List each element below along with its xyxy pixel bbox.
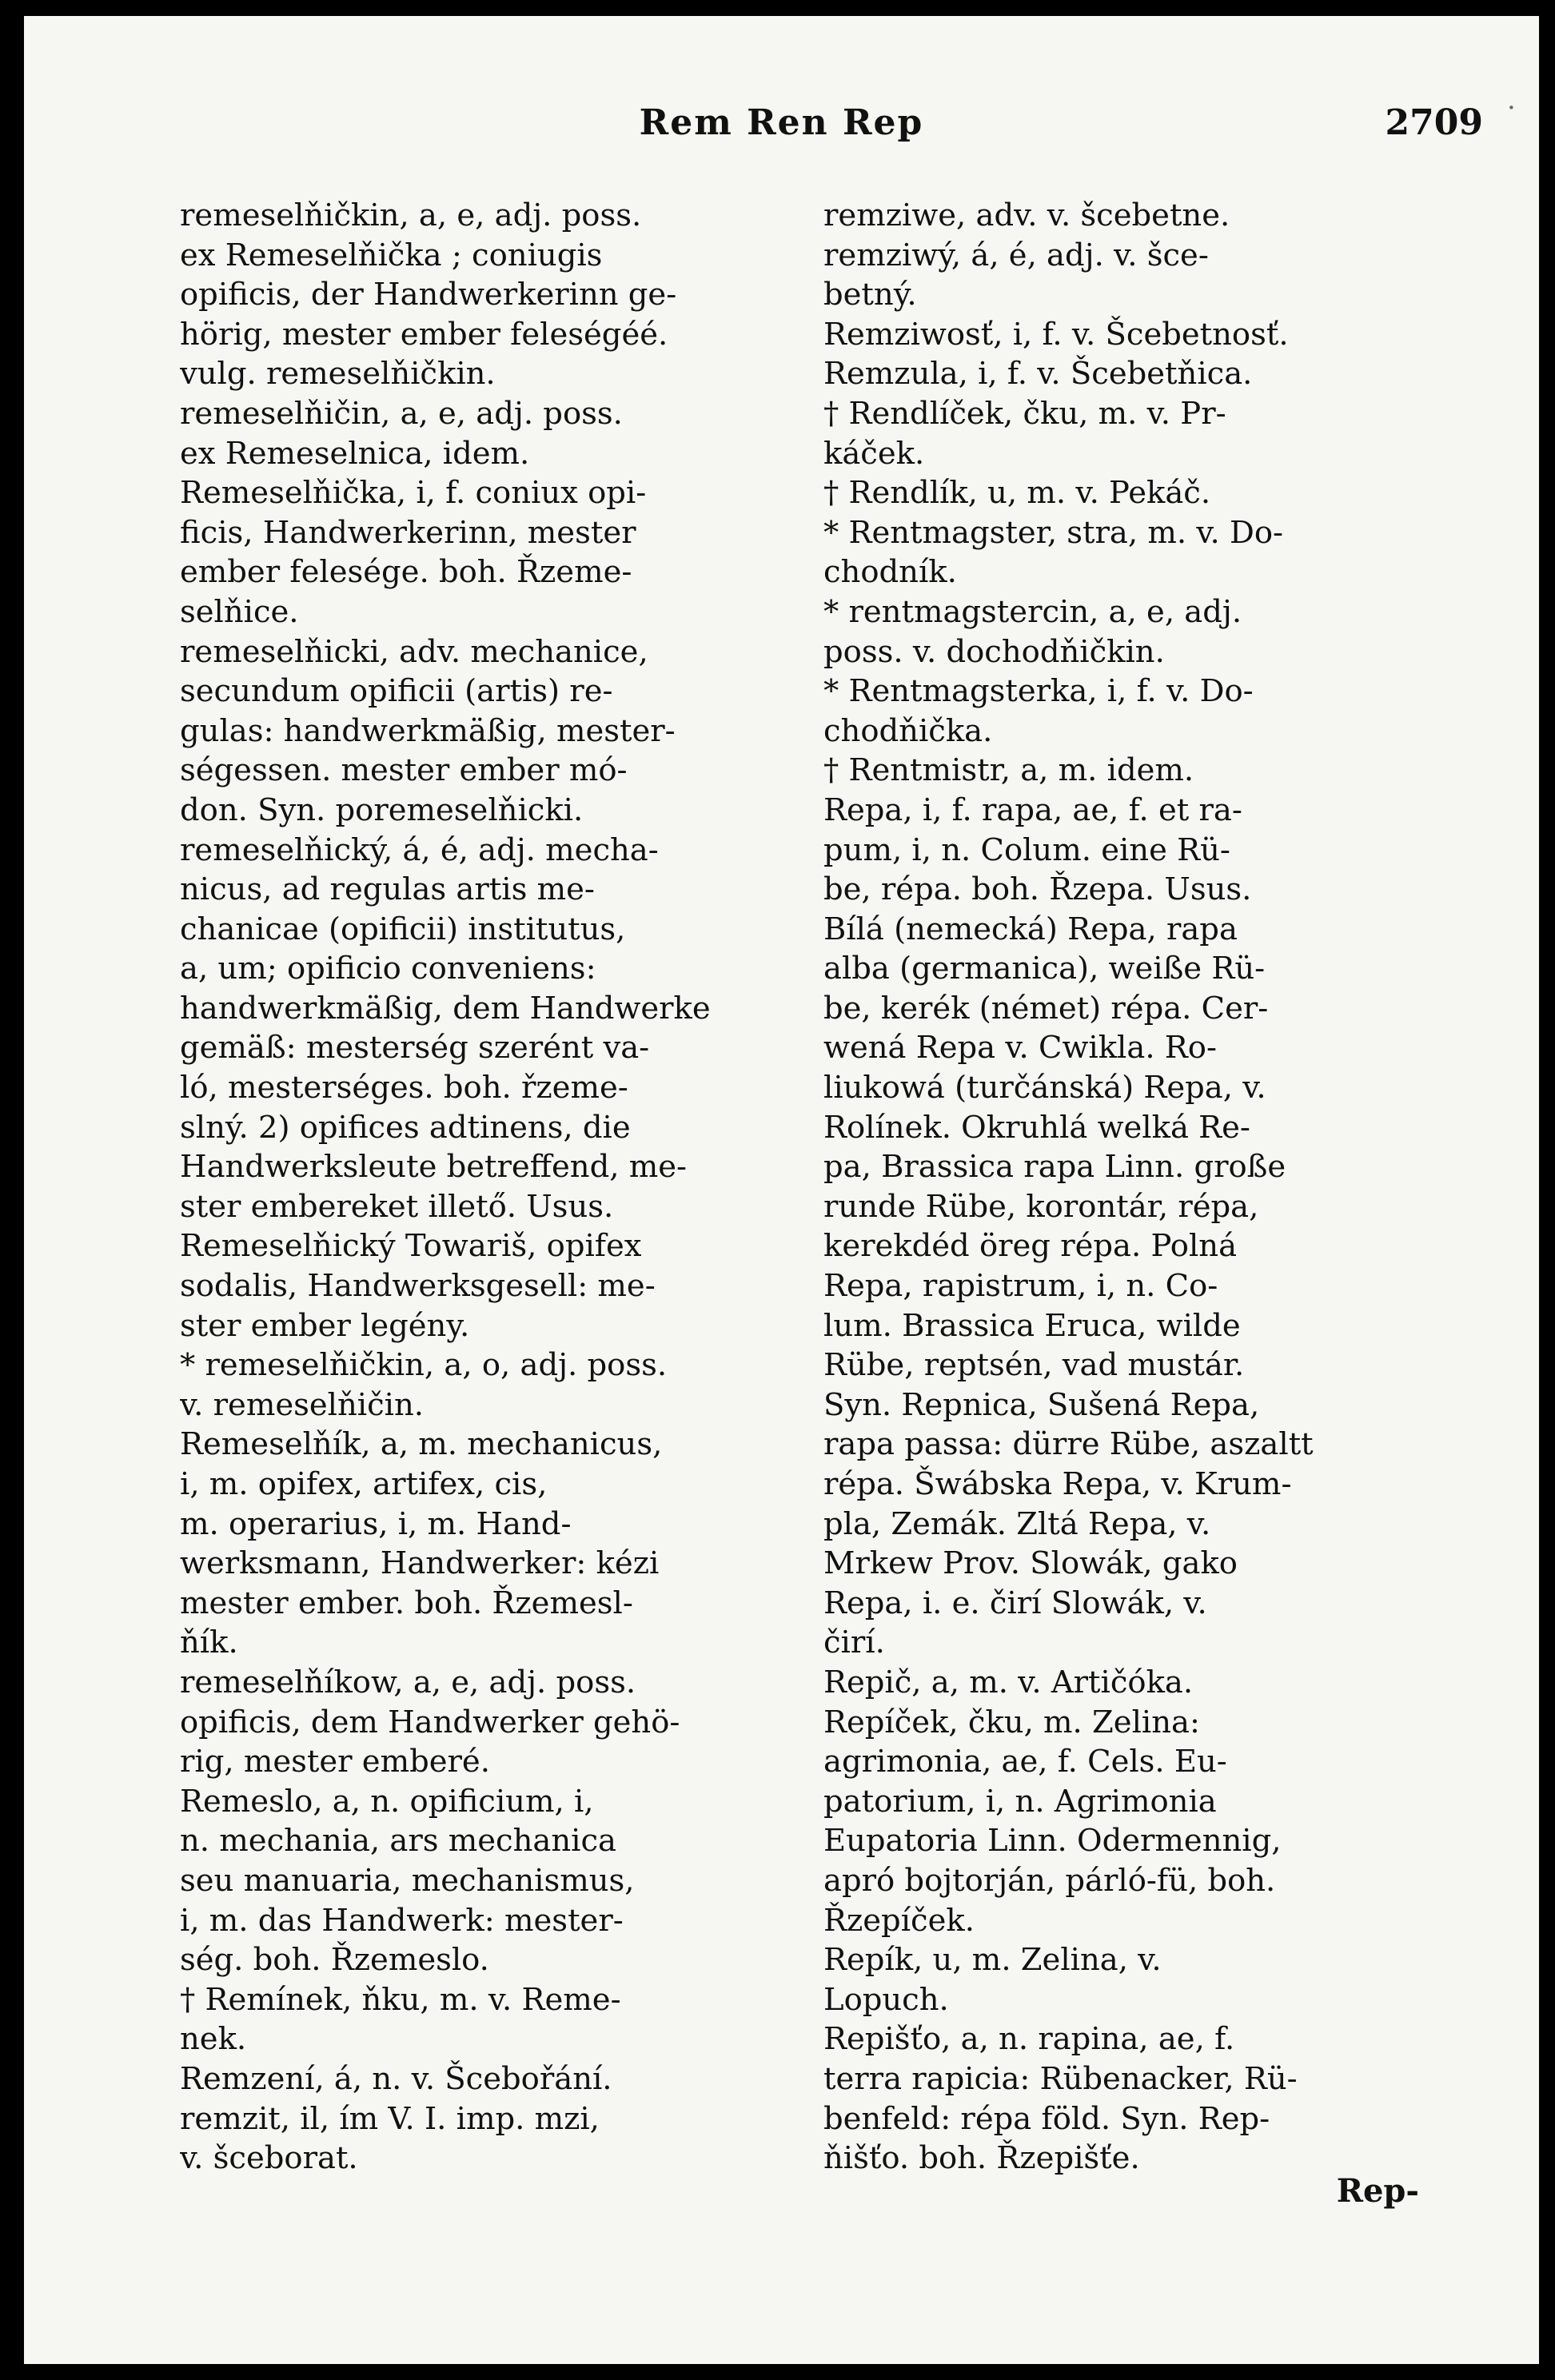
- dictionary-line: handwerkmäßig, dem Handwerke: [180, 990, 711, 1027]
- dictionary-line: Remzula, i, f. v. Šcebetňica.: [823, 356, 1253, 393]
- dictionary-line: alba (germanica), weiße Rü-: [823, 951, 1266, 987]
- dictionary-line: v. šceborat.: [180, 2140, 358, 2177]
- dictionary-line: mester ember. boh. Řzemesl-: [180, 1585, 633, 1621]
- dictionary-line: be, kerék (német) répa. Cer-: [823, 990, 1269, 1027]
- dictionary-line: répa. Šwábska Repa, v. Krum-: [823, 1466, 1292, 1502]
- dictionary-line: pla, Zemák. Zltá Repa, v.: [823, 1505, 1211, 1542]
- dictionary-line: gulas: handwerkmäßig, mester-: [180, 712, 676, 749]
- dictionary-line: remziwe, adv. v. šcebetne.: [823, 197, 1230, 233]
- dictionary-line: chodňička.: [823, 712, 993, 749]
- dictionary-line: † Remínek, ňku, m. v. Reme-: [180, 1981, 621, 2018]
- dictionary-line: opificis, der Handwerkerinn ge-: [180, 277, 677, 313]
- dictionary-line: a, um; opificio conveniens:: [180, 951, 596, 987]
- dictionary-line: nicus, ad regulas artis me-: [180, 871, 595, 908]
- dictionary-line: ňišťo. boh. Řzepišťe.: [823, 2140, 1140, 2177]
- dictionary-line: betný.: [823, 277, 917, 313]
- dictionary-line: remeselňičin, a, e, adj. poss.: [180, 395, 623, 432]
- dictionary-line: † Rentmistr, a, m. idem.: [823, 752, 1194, 789]
- dictionary-line: Remziwosť, i, f. v. Šcebetnosť.: [823, 316, 1289, 353]
- dictionary-line: opificis, dem Handwerker gehö-: [180, 1704, 680, 1740]
- dictionary-line: i, m. das Handwerk: mester-: [180, 1902, 624, 1939]
- dictionary-line: † Rendlík, u, m. v. Pekáč.: [823, 475, 1211, 512]
- dictionary-line: terra rapicia: Rübenacker, Rü-: [823, 2060, 1298, 2097]
- dictionary-line: lum. Brassica Eruca, wilde: [823, 1307, 1241, 1344]
- dictionary-line: rapa passa: dürre Rübe, aszaltt: [823, 1426, 1314, 1463]
- dictionary-line: apró bojtorján, párló-fü, boh.: [823, 1862, 1276, 1899]
- dictionary-line: nek.: [180, 2021, 247, 2058]
- dictionary-line: Remeselňík, a, m. mechanicus,: [180, 1426, 663, 1463]
- dictionary-line: remeselňicki, adv. mechanice,: [180, 633, 648, 670]
- dictionary-line: kerekdéd öreg répa. Polná: [823, 1228, 1238, 1265]
- dictionary-line: runde Rübe, korontár, répa,: [823, 1188, 1259, 1225]
- dictionary-line: ló, mesterséges. boh. řzeme-: [180, 1070, 628, 1106]
- dictionary-line: ňík.: [180, 1625, 238, 1661]
- dictionary-line: slný. 2) opifices adtinens, die: [180, 1109, 631, 1146]
- dictionary-line: remeselňický, á, é, adj. mecha-: [180, 831, 659, 868]
- dictionary-line: * remeselňičkin, a, o, adj. poss.: [180, 1347, 668, 1384]
- dictionary-line: poss. v. dochodňičkin.: [823, 633, 1165, 670]
- dictionary-line: káček.: [823, 435, 925, 472]
- dictionary-line: remeselňičkin, a, e, adj. poss.: [180, 197, 642, 233]
- dictionary-line: patorium, i, n. Agrimonia: [823, 1783, 1217, 1820]
- right-column: [823, 196, 1447, 2179]
- dictionary-line: ség. boh. Řzemeslo.: [180, 1942, 489, 1979]
- dictionary-line: selňice.: [180, 593, 299, 630]
- dictionary-line: Handwerksleute betreffend, me-: [180, 1149, 688, 1186]
- dictionary-line: Remeselňička, i, f. coniux opi-: [180, 475, 647, 512]
- margin-dot-mark: ·: [1507, 92, 1516, 124]
- dictionary-line: ember felesége. boh. Řzeme-: [180, 554, 632, 591]
- left-column: [180, 196, 803, 2179]
- dictionary-line: † Rendlíček, čku, m. v. Pr-: [823, 395, 1226, 432]
- dictionary-line: gemäß: mesterség szerént va-: [180, 1030, 650, 1066]
- dictionary-line: Repa, rapistrum, i, n. Co-: [823, 1268, 1218, 1305]
- dictionary-line: remziwý, á, é, adj. v. šce-: [823, 237, 1209, 273]
- running-header: Rem Ren Rep: [639, 102, 924, 143]
- dictionary-line: Eupatoria Linn. Odermennig,: [823, 1823, 1282, 1860]
- dictionary-line: Syn. Repnica, Sušená Repa,: [823, 1386, 1260, 1423]
- dictionary-line: Řzepíček.: [823, 1902, 975, 1939]
- dictionary-line: werksmann, Handwerker: kézi: [180, 1545, 660, 1582]
- dictionary-line: * rentmagstercin, a, e, adj.: [823, 593, 1242, 630]
- catchword: Rep-: [1336, 2172, 1419, 2210]
- dictionary-line: Repíček, čku, m. Zelina:: [823, 1704, 1200, 1740]
- dictionary-line: ster ember legény.: [180, 1307, 470, 1344]
- dictionary-line: secundum opificii (artis) re-: [180, 673, 613, 710]
- dictionary-line: don. Syn. poremeselňicki.: [180, 791, 584, 828]
- dictionary-line: * Rentmagster, stra, m. v. Do-: [823, 514, 1284, 551]
- dictionary-line: Mrkew Prov. Slowák, gako: [823, 1545, 1238, 1582]
- dictionary-line: pa, Brassica rapa Linn. große: [823, 1149, 1286, 1186]
- dictionary-line: Repišťo, a, n. rapina, ae, f.: [823, 2021, 1235, 2058]
- dictionary-line: ex Remeselnica, idem.: [180, 435, 530, 472]
- dictionary-line: Repa, i, f. rapa, ae, f. et ra-: [823, 791, 1242, 828]
- dictionary-line: Repič, a, m. v. Artičóka.: [823, 1664, 1194, 1700]
- dictionary-line: Bílá (nemecká) Repa, rapa: [823, 911, 1238, 947]
- dictionary-line: seu manuaria, mechanismus,: [180, 1862, 635, 1899]
- dictionary-line: Rübe, reptsén, vad mustár.: [823, 1347, 1245, 1384]
- dictionary-line: m. operarius, i, m. Hand-: [180, 1505, 572, 1542]
- dictionary-line: i, m. opifex, artifex, cis,: [180, 1466, 548, 1502]
- dictionary-line: Remeslo, a, n. opificium, i,: [180, 1783, 594, 1820]
- dictionary-line: sodalis, Handwerksgesell: me-: [180, 1268, 656, 1305]
- dictionary-line: v. remeselňičin.: [180, 1386, 425, 1423]
- dictionary-line: * Rentmagsterka, i, f. v. Do-: [823, 673, 1254, 710]
- dictionary-line: Lopuch.: [823, 1981, 949, 2018]
- dictionary-line: be, répa. boh. Řzepa. Usus.: [823, 871, 1252, 908]
- dictionary-line: ster embereket illető. Usus.: [180, 1188, 614, 1225]
- dictionary-line: Rolínek. Okruhlá welká Re-: [823, 1109, 1250, 1146]
- dictionary-line: remzit, il, ím V. I. imp. mzi,: [180, 2100, 600, 2137]
- dictionary-line: agrimonia, ae, f. Cels. Eu-: [823, 1744, 1227, 1780]
- dictionary-line: rig, mester emberé.: [180, 1744, 490, 1780]
- dictionary-line: Remeselňický Towariš, opifex: [180, 1228, 642, 1265]
- dictionary-line: Repa, i. e. čirí Slowák, v.: [823, 1585, 1207, 1621]
- dictionary-line: hörig, mester ember feleségéé.: [180, 316, 668, 353]
- dictionary-line: Remzení, á, n. v. Šcebořání.: [180, 2060, 612, 2097]
- dictionary-line: čirí.: [823, 1625, 885, 1661]
- dictionary-line: n. mechania, ars mechanica: [180, 1823, 616, 1860]
- dictionary-line: vulg. remeselňičkin.: [180, 356, 496, 393]
- dictionary-line: remeselňíkow, a, e, adj. poss.: [180, 1664, 636, 1700]
- dictionary-line: liukowá (turčánská) Repa, v.: [823, 1070, 1266, 1106]
- dictionary-line: pum, i, n. Colum. eine Rü-: [823, 831, 1230, 868]
- dictionary-line: ex Remeselňička ; coniugis: [180, 237, 603, 273]
- page-number: 2709: [1385, 102, 1483, 143]
- dictionary-line: benfeld: répa föld. Syn. Rep-: [823, 2100, 1270, 2137]
- dictionary-line: chodník.: [823, 554, 957, 591]
- dictionary-line: wená Repa v. Cwikla. Ro-: [823, 1030, 1217, 1066]
- dictionary-line: ficis, Handwerkerinn, mester: [180, 514, 636, 551]
- dictionary-line: chanicae (opificii) institutus,: [180, 911, 626, 947]
- dictionary-page: [24, 16, 1539, 2364]
- dictionary-line: ségessen. mester ember mó-: [180, 752, 628, 789]
- dictionary-line: Repík, u, m. Zelina, v.: [823, 1942, 1162, 1979]
